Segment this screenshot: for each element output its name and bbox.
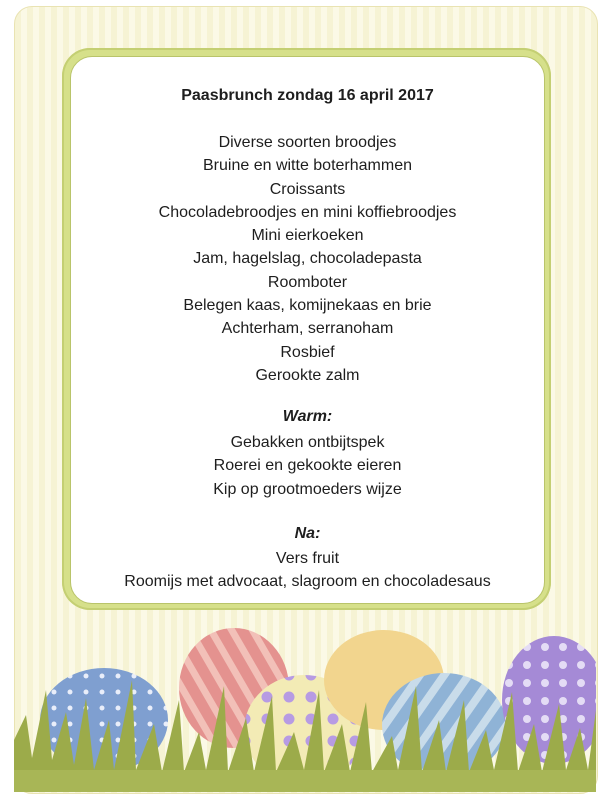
list-item: Roerei en gekookte eieren xyxy=(213,457,402,475)
na-list xyxy=(71,547,544,594)
list-item: Roomboter xyxy=(267,273,348,291)
menu-title: Paasbrunch zondag 16 april 2017 xyxy=(181,87,434,104)
list-item: Vers fruit xyxy=(275,550,340,567)
list-item: Diverse soorten broodjes xyxy=(218,134,397,151)
list-item: Achterham, serranoham xyxy=(221,320,394,338)
brunch-list xyxy=(71,131,544,387)
list-item: Chocoladebroodjes en mini koffiebroodjes xyxy=(158,203,457,221)
list-item: Jam, hagelslag, chocoladepasta xyxy=(193,250,422,268)
list-item: Gebakken ontbijtspek xyxy=(230,434,385,451)
warm-heading: Warm: xyxy=(282,408,333,425)
easter-eggs-illustration xyxy=(14,620,596,792)
warm-list xyxy=(71,431,544,501)
list-item: Mini eierkoeken xyxy=(251,227,364,245)
list-item: Kip op grootmoeders wijze xyxy=(213,480,402,498)
list-item: Bruine en witte boterhammen xyxy=(203,157,412,175)
list-item: Rosbief xyxy=(280,343,335,361)
list-item: Belegen kaas, komijnekaas en brie xyxy=(183,297,432,315)
list-item: Roomijs met advocaat, slagroom en chocoladesaus xyxy=(124,573,491,591)
na-heading: Na: xyxy=(294,525,321,542)
list-item: Gerookte zalm xyxy=(255,366,360,384)
list-item: Croissants xyxy=(269,180,346,198)
menu-card xyxy=(70,56,545,604)
